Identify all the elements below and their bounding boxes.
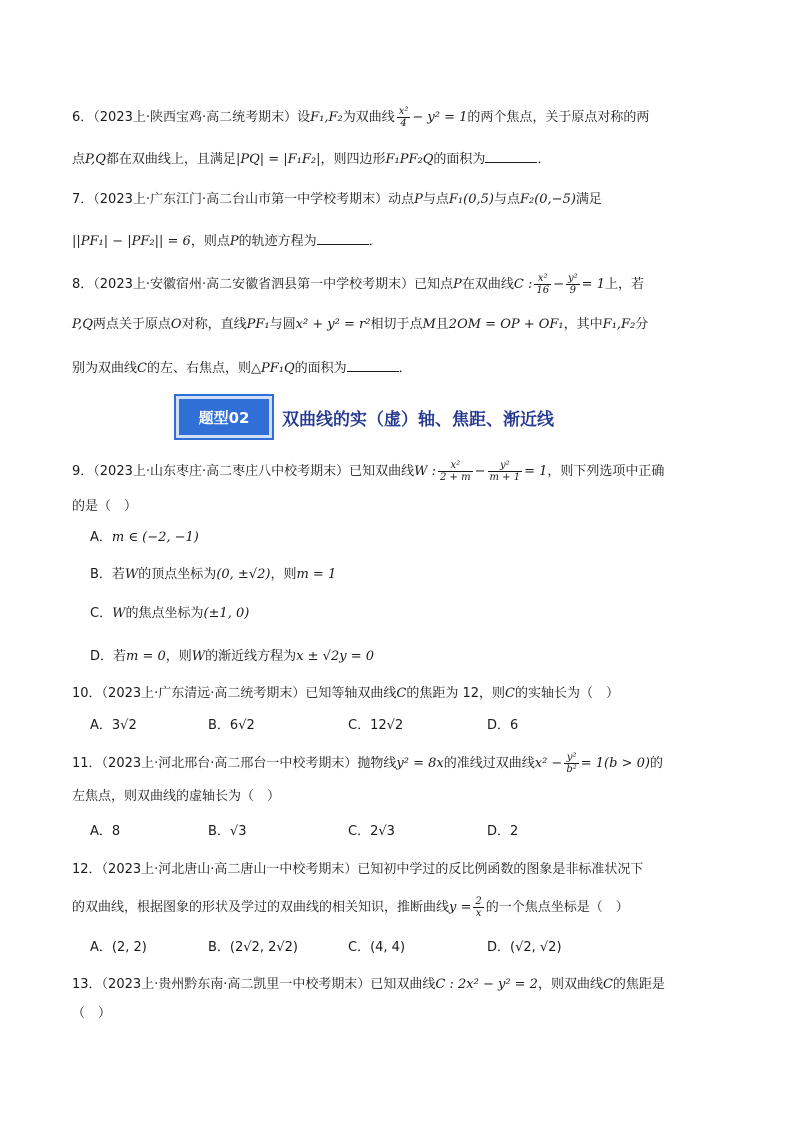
- q6-text3: 点: [72, 152, 86, 167]
- q12-line2: [72, 896, 629, 919]
- q6-foci: F₁,F₂: [310, 110, 343, 125]
- q9-line2: 的是（ ）: [72, 499, 138, 514]
- q9-option-c[interactable]: [90, 604, 249, 624]
- q11-line2: 左焦点，则双曲线的虚轴长为（ ）: [72, 789, 281, 804]
- q9-frac1: [438, 460, 473, 483]
- q9-eq: = 1: [524, 464, 548, 479]
- q11-line1: [72, 752, 663, 775]
- q8-text11: 的左、右焦点，则△: [146, 361, 261, 376]
- q12-frac: [473, 896, 483, 919]
- opt-text2: ，则: [270, 567, 297, 582]
- q8-eq: = 1: [581, 277, 605, 292]
- frac-num: x²: [534, 273, 551, 285]
- q8-minus: −: [553, 277, 564, 292]
- q8-text3: 两点关于原点: [92, 317, 171, 332]
- q6-source: 6．（2023上·陕西宝鸡·高二统考期末）设: [72, 110, 311, 125]
- q13-source: 13．（2023上·贵州黔东南·高二凯里一中校考期末）已知双曲线: [72, 977, 436, 992]
- q8-frac2: [566, 273, 580, 296]
- opt-w: W: [191, 649, 206, 664]
- q7-text: 与点: [422, 192, 449, 207]
- q8-vector: 2OM = OP + OF₁: [448, 317, 564, 332]
- opt-label: B．若: [90, 567, 125, 582]
- answer-blank[interactable]: [317, 230, 369, 245]
- q10-line1: [72, 684, 619, 704]
- frac-den: b²: [566, 764, 577, 775]
- opt-text2: 的渐近线方程为: [205, 649, 297, 664]
- q8-end: ．: [398, 361, 412, 376]
- frac-den: 4: [400, 118, 407, 129]
- q6-end: ．: [537, 152, 551, 167]
- q11-option-a[interactable]: A．8: [90, 824, 121, 839]
- q7-f1: F₁(0,5): [448, 192, 494, 207]
- q8-text7: 且: [435, 317, 449, 332]
- q8-text: 在双曲线: [461, 277, 514, 292]
- frac-num: y²: [564, 752, 578, 764]
- q11-option-c[interactable]: C．2√3: [348, 824, 395, 839]
- q8-line2: [72, 315, 648, 335]
- section-badge: 题型02: [176, 396, 272, 438]
- q7-source: 7．（2023上·广东江门·高二台山市第一中学校考期末）动点: [72, 192, 415, 207]
- q8-line1: [72, 273, 644, 296]
- q12-option-c[interactable]: C．(4, 4): [348, 940, 406, 955]
- q9-option-d[interactable]: [90, 647, 374, 667]
- section-title: 双曲线的实（虚）轴、焦距、渐近线: [282, 410, 554, 430]
- opt-math: (±1, 0): [203, 606, 250, 621]
- frac-num: y²: [488, 460, 523, 472]
- q10-text2: 的实轴长为（ ）: [515, 686, 620, 701]
- opt-math2: m = 1: [296, 567, 337, 582]
- opt-w: W: [124, 567, 139, 582]
- q12-text: 的双曲线，根据图象的形状及学过的双曲线的相关知识，推断曲线: [72, 900, 450, 915]
- q7-p: P: [414, 192, 423, 207]
- frac-den: m + 1: [489, 472, 521, 483]
- answer-blank[interactable]: [347, 357, 399, 372]
- q8-source: 8．（2023上·安徽宿州·高二安徽省泗县第一中学校考期末）已知点: [72, 277, 454, 292]
- q6-eq-rest: − y² = 1: [412, 110, 468, 125]
- frac-num: x²: [438, 460, 473, 472]
- q6-line2: [72, 148, 550, 170]
- q13-line2: （ ）: [72, 1006, 112, 1021]
- q9-frac2: [488, 460, 523, 483]
- q11-parabola: y² = 8x: [396, 756, 444, 771]
- q10-option-a[interactable]: A．3√2: [90, 718, 137, 733]
- q11-text: 的准线过双曲线: [443, 756, 535, 771]
- frac-den: 2 + m: [440, 472, 471, 483]
- q6-text4: 都在双曲线上，且满足: [105, 152, 236, 167]
- opt-text: m ∈ (−2, −1): [111, 530, 199, 545]
- q8-pf1: PF₁: [246, 317, 270, 332]
- q10-option-c[interactable]: C．12√2: [348, 718, 404, 733]
- q6-text5: ，则四边形: [320, 152, 386, 167]
- frac-num: 2: [475, 896, 482, 907]
- q8-text9: 分: [635, 317, 649, 332]
- opt-math: m = 0: [126, 649, 166, 664]
- frac-num: y²: [568, 273, 578, 284]
- q11-text2: 的: [649, 756, 663, 771]
- q6-text6: 的面积为: [433, 152, 486, 167]
- q8-text5: 与圆: [269, 317, 296, 332]
- q9-option-a[interactable]: [90, 528, 199, 548]
- q9-line1: [72, 460, 664, 483]
- q9-minus: −: [474, 464, 486, 479]
- q6-quad: F₁PF₂Q: [385, 152, 434, 167]
- q8-foci: F₁,F₂: [602, 317, 636, 332]
- q8-o: O: [170, 317, 182, 332]
- q8-m: M: [422, 317, 436, 332]
- q8-c2: C: [137, 361, 147, 376]
- q7-text5: 的轨迹方程为: [238, 234, 317, 249]
- opt-text: ，则: [165, 649, 192, 664]
- opt-math: (0, ±√2): [216, 567, 271, 582]
- q9-source: 9．（2023上·山东枣庄·高二枣庄八中校考期末）已知双曲线: [72, 464, 415, 479]
- frac-den: 16: [536, 285, 550, 296]
- q10-option-b[interactable]: B．6√2: [208, 718, 255, 733]
- q11-hx: x² −: [534, 756, 563, 771]
- q6-text: 为双曲线: [342, 110, 395, 125]
- q8-text12: 的面积为: [294, 361, 347, 376]
- q8-text2: 上，若: [604, 277, 644, 292]
- q12-y: y =: [449, 900, 472, 915]
- q12-option-d[interactable]: D．(√2, √2): [487, 940, 562, 955]
- q10-text: 的焦距为 12，则: [406, 686, 506, 701]
- q8-c: C :: [513, 277, 533, 292]
- opt-label: D．若: [90, 649, 127, 664]
- q10-c2: C: [505, 686, 515, 701]
- q13-text: ，则双曲线: [537, 977, 603, 992]
- q8-pq: P,Q: [72, 317, 93, 332]
- q11-option-b[interactable]: B．√3: [208, 824, 247, 839]
- q6-text2: 的两个焦点，关于原点对称的两: [467, 110, 650, 125]
- q8-text4: 对称，直线: [181, 317, 247, 332]
- q13-line1: [72, 975, 665, 995]
- q7-text4: ，则点: [190, 234, 230, 249]
- opt-text: 的顶点坐标为: [138, 567, 217, 582]
- q12-line1: 12．（2023上·河北唐山·高二唐山一中校考期末）已知初中学过的反比例函数的图象是非标准状况下: [72, 862, 644, 877]
- q7-line2: [72, 230, 382, 252]
- q8-triangle: PF₁Q: [260, 361, 295, 376]
- q12-option-a[interactable]: A．(2, 2): [90, 940, 147, 955]
- q8-text10: 别为双曲线: [72, 361, 138, 376]
- q13-text2: 的焦距是: [612, 977, 665, 992]
- q8-text6: 相切于点: [370, 317, 423, 332]
- opt-math2: x ± √2y = 0: [296, 649, 375, 664]
- opt-label: A．: [90, 530, 112, 545]
- answer-blank[interactable]: [485, 148, 537, 163]
- q6-line1: [72, 106, 649, 129]
- q7-f2: F₂(0,−5): [519, 192, 576, 207]
- q10-option-d[interactable]: D．6: [487, 718, 519, 733]
- q13-eq: C : 2x² − y² = 2: [435, 977, 538, 992]
- q11-frac: [564, 752, 578, 775]
- q8-frac1: [534, 273, 551, 296]
- q8-p: P: [453, 277, 462, 292]
- q12-text2: 的一个焦点坐标是（ ）: [485, 900, 629, 915]
- q6-fraction: [397, 106, 411, 129]
- q9-w: W :: [414, 464, 436, 479]
- q10-source: 10．（2023上·广东清远·高二统考期末）已知等轴双曲线: [72, 686, 397, 701]
- q8-line3: [72, 357, 412, 379]
- q7-end: ．: [368, 234, 382, 249]
- q8-text8: ，其中: [563, 317, 603, 332]
- frac-den: 9: [569, 285, 577, 296]
- q13-c: C: [602, 977, 613, 992]
- q7-condition: ||PF₁| − |PF₂|| = 6: [72, 234, 191, 249]
- frac-den: x: [475, 908, 482, 919]
- q6-condition: |PQ| = |F₁F₂|: [235, 152, 321, 167]
- q7-line1: [72, 190, 602, 210]
- q11-source: 11．（2023上·河北邢台·高二邢台一中校考期末）抛物线: [72, 756, 397, 771]
- q9-option-b[interactable]: [90, 565, 336, 585]
- q10-c: C: [396, 686, 407, 701]
- opt-label: C．: [90, 606, 113, 621]
- frac-num: x²: [398, 106, 409, 117]
- q7-text2: 与点: [493, 192, 520, 207]
- q6-pq: P,Q: [85, 152, 106, 167]
- q7-text3: 满足: [575, 192, 602, 207]
- q7-p2: P: [229, 234, 239, 249]
- opt-w: W: [112, 606, 126, 621]
- q8-circle: x² + y² = r²: [295, 317, 371, 332]
- q9-text: ，则下列选项中正确: [547, 464, 665, 479]
- q12-option-b[interactable]: B．(2√2, 2√2): [208, 940, 298, 955]
- opt-text: 的焦点坐标为: [125, 606, 204, 621]
- q11-hr: = 1(b > 0): [580, 756, 650, 771]
- q11-option-d[interactable]: D．2: [487, 824, 519, 839]
